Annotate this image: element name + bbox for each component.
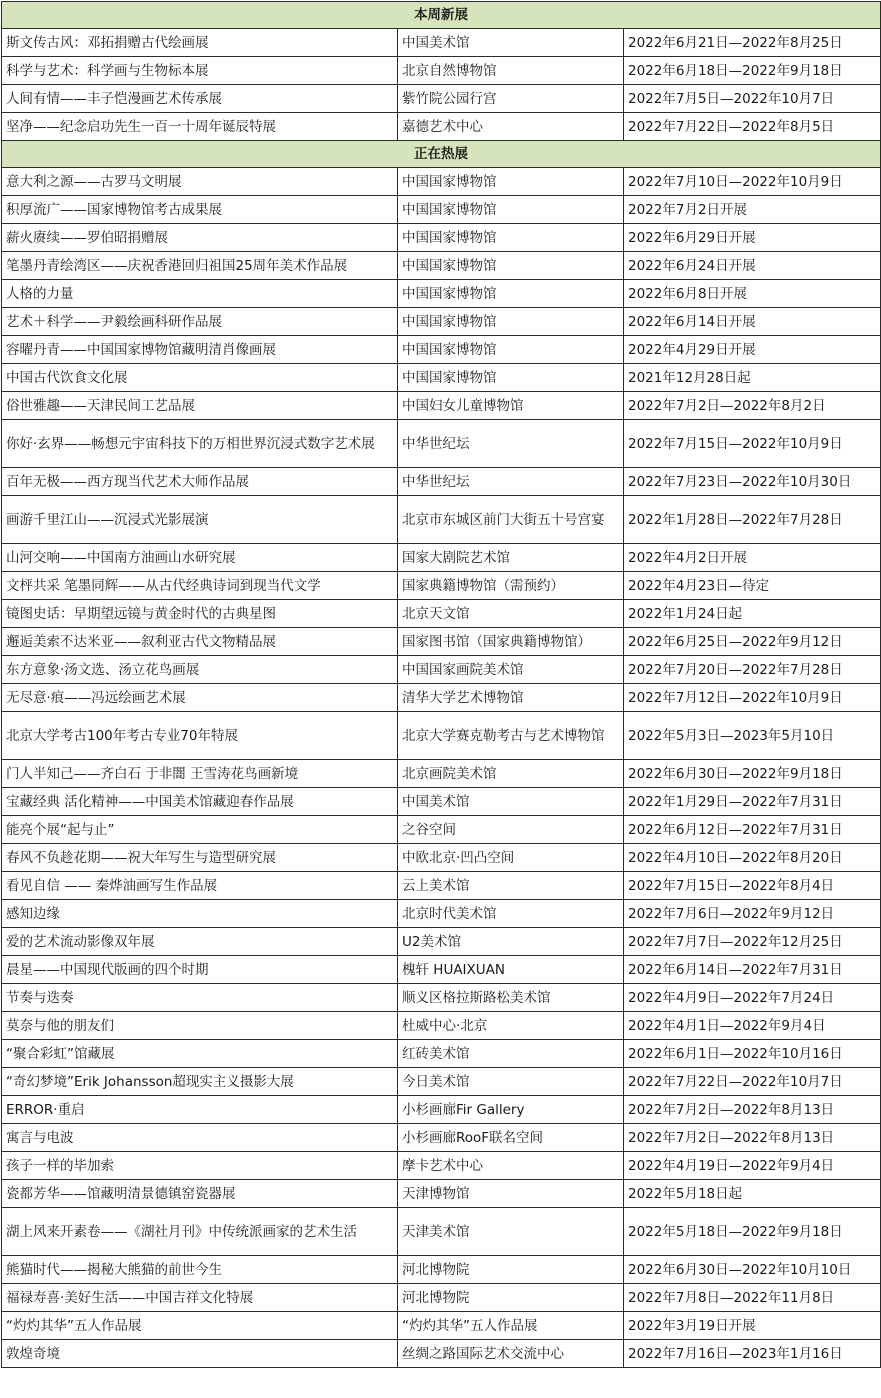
- exhibition-name-cell: 莫奈与他的朋友们: [2, 1012, 398, 1040]
- table-row: [2, 336, 881, 364]
- exhibition-name-cell: 意大利之源——古罗马文明展: [2, 168, 398, 196]
- venue-cell: 小杉画廊RooF联名空间: [398, 1124, 624, 1152]
- exhibition-name-cell: “奇幻梦境”Erik Johansson超现实主义摄影大展: [2, 1068, 398, 1096]
- exhibition-name-cell: 敦煌奇境: [2, 1340, 398, 1368]
- section-header-row: [2, 2, 881, 29]
- exhibition-name-cell: 北京大学考古100年考古专业70年特展: [2, 712, 398, 760]
- table-row: [2, 1040, 881, 1068]
- date-cell: 2022年7月2日—2022年8月13日: [624, 1124, 881, 1152]
- table-row: [2, 712, 881, 760]
- date-cell: 2022年4月29日开展: [624, 336, 881, 364]
- exhibition-name-cell: 俗世雅趣——天津民间工艺品展: [2, 392, 398, 420]
- venue-cell: 河北博物院: [398, 1284, 624, 1312]
- table-row: [2, 85, 881, 113]
- date-cell: 2022年4月2日开展: [624, 544, 881, 572]
- section-title: 本周新展: [2, 2, 881, 29]
- table-row: [2, 468, 881, 496]
- venue-cell: 北京市东城区前门大街五十号宫宴: [398, 496, 624, 544]
- venue-cell: 北京时代美术馆: [398, 900, 624, 928]
- table-row: [2, 364, 881, 392]
- table-row: [2, 628, 881, 656]
- venue-cell: 中国国家博物馆: [398, 168, 624, 196]
- venue-cell: 中国国家博物馆: [398, 196, 624, 224]
- date-cell: 2022年6月21日—2022年8月25日: [624, 29, 881, 57]
- date-cell: 2022年7月10日—2022年10月9日: [624, 168, 881, 196]
- venue-cell: 小杉画廊Fir Gallery: [398, 1096, 624, 1124]
- exhibition-name-cell: 容曜丹青——中国国家博物馆藏明清肖像画展: [2, 336, 398, 364]
- venue-cell: 天津博物馆: [398, 1180, 624, 1208]
- venue-cell: 中国国家博物馆: [398, 280, 624, 308]
- section-header-row: [2, 141, 881, 168]
- exhibition-name-cell: 熊猫时代——揭秘大熊猫的前世今生: [2, 1256, 398, 1284]
- venue-cell: 摩卡艺术中心: [398, 1152, 624, 1180]
- date-cell: 2022年6月1日—2022年10月16日: [624, 1040, 881, 1068]
- date-cell: 2022年1月24日起: [624, 600, 881, 628]
- venue-cell: 中国美术馆: [398, 788, 624, 816]
- exhibition-name-cell: 能亮个展“起与止”: [2, 816, 398, 844]
- exhibition-name-cell: 山河交响——中国南方油画山水研究展: [2, 544, 398, 572]
- table-row: [2, 57, 881, 85]
- exhibition-name-cell: 镜图史话：早期望远镜与黄金时代的古典星图: [2, 600, 398, 628]
- table-row: [2, 1096, 881, 1124]
- table-row: [2, 760, 881, 788]
- date-cell: 2022年7月22日—2022年10月7日: [624, 1068, 881, 1096]
- table-row: [2, 1256, 881, 1284]
- venue-cell: 国家典籍博物馆（需预约）: [398, 572, 624, 600]
- venue-cell: 之谷空间: [398, 816, 624, 844]
- table-row: [2, 1124, 881, 1152]
- exhibition-name-cell: 孩子一样的毕加索: [2, 1152, 398, 1180]
- table-row: [2, 224, 881, 252]
- table-row: [2, 1180, 881, 1208]
- date-cell: 2022年5月18日—2022年9月18日: [624, 1208, 881, 1256]
- table-row: [2, 1012, 881, 1040]
- exhibition-name-cell: 福禄寿喜·美好生活——中国吉祥文化特展: [2, 1284, 398, 1312]
- table-row: [2, 872, 881, 900]
- date-cell: 2022年4月19日—2022年9月4日: [624, 1152, 881, 1180]
- exhibition-name-cell: 看见自信 —— 秦烨油画写生作品展: [2, 872, 398, 900]
- exhibition-name-cell: ERROR·重启: [2, 1096, 398, 1124]
- date-cell: 2022年6月8日开展: [624, 280, 881, 308]
- date-cell: 2022年4月9日—2022年7月24日: [624, 984, 881, 1012]
- table-row: [2, 280, 881, 308]
- date-cell: 2021年12月28日起: [624, 364, 881, 392]
- date-cell: 2022年7月12日—2022年10月9日: [624, 684, 881, 712]
- table-row: [2, 1152, 881, 1180]
- date-cell: 2022年1月28日—2022年7月28日: [624, 496, 881, 544]
- exhibition-name-cell: 爱的艺术流动影像双年展: [2, 928, 398, 956]
- exhibition-name-cell: 门人半知己——齐白石 于非闇 王雪涛花鸟画新境: [2, 760, 398, 788]
- date-cell: 2022年6月12日—2022年7月31日: [624, 816, 881, 844]
- date-cell: 2022年7月5日—2022年10月7日: [624, 85, 881, 113]
- venue-cell: 中欧北京·凹凸空间: [398, 844, 624, 872]
- date-cell: 2022年6月18日—2022年9月18日: [624, 57, 881, 85]
- venue-cell: 紫竹院公园行宫: [398, 85, 624, 113]
- exhibition-name-cell: 宝藏经典 活化精神——中国美术馆藏迎春作品展: [2, 788, 398, 816]
- date-cell: 2022年7月22日—2022年8月5日: [624, 113, 881, 141]
- date-cell: 2022年7月2日—2022年8月2日: [624, 392, 881, 420]
- exhibition-name-cell: 人间有情——丰子恺漫画艺术传承展: [2, 85, 398, 113]
- venue-cell: 今日美术馆: [398, 1068, 624, 1096]
- table-row: [2, 1208, 881, 1256]
- table-row: [2, 29, 881, 57]
- date-cell: 2022年7月16日—2023年1月16日: [624, 1340, 881, 1368]
- date-cell: 2022年7月15日—2022年10月9日: [624, 420, 881, 468]
- table-row: [2, 196, 881, 224]
- date-cell: 2022年6月30日—2022年10月10日: [624, 1256, 881, 1284]
- exhibition-table-body: [2, 2, 881, 1368]
- table-row: [2, 788, 881, 816]
- table-row: [2, 656, 881, 684]
- exhibition-name-cell: 百年无极——西方现当代艺术大师作品展: [2, 468, 398, 496]
- date-cell: 2022年1月29日—2022年7月31日: [624, 788, 881, 816]
- venue-cell: 顺义区格拉斯路松美术馆: [398, 984, 624, 1012]
- table-row: [2, 252, 881, 280]
- venue-cell: U2美术馆: [398, 928, 624, 956]
- exhibition-name-cell: 节奏与迭奏: [2, 984, 398, 1012]
- venue-cell: 丝绸之路国际艺术交流中心: [398, 1340, 624, 1368]
- venue-cell: 中国国家博物馆: [398, 364, 624, 392]
- venue-cell: 北京画院美术馆: [398, 760, 624, 788]
- exhibition-name-cell: 晨星——中国现代版画的四个时期: [2, 956, 398, 984]
- venue-cell: 中国国家博物馆: [398, 336, 624, 364]
- table-row: [2, 984, 881, 1012]
- exhibition-name-cell: 你好·玄界——畅想元宇宙科技下的万相世界沉浸式数字艺术展: [2, 420, 398, 468]
- venue-cell: 杜威中心·北京: [398, 1012, 624, 1040]
- venue-cell: 中华世纪坛: [398, 420, 624, 468]
- exhibition-name-cell: 坚净——纪念启功先生一百一十周年诞辰特展: [2, 113, 398, 141]
- table-row: [2, 600, 881, 628]
- table-row: [2, 544, 881, 572]
- venue-cell: 中华世纪坛: [398, 468, 624, 496]
- date-cell: 2022年7月6日—2022年9月12日: [624, 900, 881, 928]
- exhibition-name-cell: 画游千里江山——沉浸式光影展演: [2, 496, 398, 544]
- venue-cell: 国家图书馆（国家典籍博物馆）: [398, 628, 624, 656]
- table-row: [2, 684, 881, 712]
- exhibition-name-cell: 人格的力量: [2, 280, 398, 308]
- venue-cell: 国家大剧院艺术馆: [398, 544, 624, 572]
- table-row: [2, 308, 881, 336]
- section-title: 正在热展: [2, 141, 881, 168]
- date-cell: 2022年4月1日—2022年9月4日: [624, 1012, 881, 1040]
- venue-cell: 北京自然博物馆: [398, 57, 624, 85]
- exhibition-name-cell: 邂逅美索不达米亚——叙利亚古代文物精品展: [2, 628, 398, 656]
- date-cell: 2022年7月8日—2022年11月8日: [624, 1284, 881, 1312]
- exhibition-name-cell: 薪火赓续——罗伯昭捐赠展: [2, 224, 398, 252]
- exhibition-name-cell: 东方意象·汤文选、汤立花鸟画展: [2, 656, 398, 684]
- table-row: [2, 392, 881, 420]
- table-row: [2, 168, 881, 196]
- table-row: [2, 1284, 881, 1312]
- table-row: [2, 844, 881, 872]
- venue-cell: 中国国家博物馆: [398, 252, 624, 280]
- exhibition-name-cell: 春风不负趁花期——祝大年写生与造型研究展: [2, 844, 398, 872]
- date-cell: 2022年7月2日开展: [624, 196, 881, 224]
- venue-cell: 嘉德艺术中心: [398, 113, 624, 141]
- date-cell: 2022年6月24日开展: [624, 252, 881, 280]
- date-cell: 2022年6月14日—2022年7月31日: [624, 956, 881, 984]
- exhibition-name-cell: 科学与艺术：科学画与生物标本展: [2, 57, 398, 85]
- date-cell: 2022年7月23日—2022年10月30日: [624, 468, 881, 496]
- venue-cell: 中国美术馆: [398, 29, 624, 57]
- table-row: [2, 572, 881, 600]
- venue-cell: 天津美术馆: [398, 1208, 624, 1256]
- venue-cell: 中国国家博物馆: [398, 224, 624, 252]
- date-cell: 2022年7月2日—2022年8月13日: [624, 1096, 881, 1124]
- exhibition-name-cell: 笔墨丹青绘湾区——庆祝香港回归祖国25周年美术作品展: [2, 252, 398, 280]
- venue-cell: 北京天文馆: [398, 600, 624, 628]
- venue-cell: 中国妇女儿童博物馆: [398, 392, 624, 420]
- date-cell: 2022年7月7日—2022年12月25日: [624, 928, 881, 956]
- table-row: [2, 928, 881, 956]
- exhibition-name-cell: 斯文传古风：邓拓捐赠古代绘画展: [2, 29, 398, 57]
- table-row: [2, 900, 881, 928]
- table-row: [2, 816, 881, 844]
- date-cell: 2022年7月20日—2022年7月28日: [624, 656, 881, 684]
- exhibition-name-cell: 无尽意·痕——冯远绘画艺术展: [2, 684, 398, 712]
- exhibition-name-cell: 感知边缘: [2, 900, 398, 928]
- date-cell: 2022年7月15日—2022年8月4日: [624, 872, 881, 900]
- exhibition-name-cell: 中国古代饮食文化展: [2, 364, 398, 392]
- exhibition-name-cell: “聚合彩虹”馆藏展: [2, 1040, 398, 1068]
- table-row: [2, 1312, 881, 1340]
- table-row: [2, 1340, 881, 1368]
- venue-cell: 槐轩 HUAIXUAN: [398, 956, 624, 984]
- exhibition-name-cell: 瓷都芳华——馆藏明清景德镇窑瓷器展: [2, 1180, 398, 1208]
- exhibition-name-cell: 湖上风来开素卷——《湖社月刊》中传统派画家的艺术生活: [2, 1208, 398, 1256]
- venue-cell: 云上美术馆: [398, 872, 624, 900]
- exhibition-name-cell: 艺术＋科学——尹毅绘画科研作品展: [2, 308, 398, 336]
- exhibition-name-cell: 文枰共采 笔墨同辉——从古代经典诗词到现当代文学: [2, 572, 398, 600]
- date-cell: 2022年5月18日起: [624, 1180, 881, 1208]
- date-cell: 2022年4月23日—待定: [624, 572, 881, 600]
- date-cell: 2022年5月3日—2023年5月10日: [624, 712, 881, 760]
- venue-cell: 清华大学艺术博物馆: [398, 684, 624, 712]
- venue-cell: 北京大学赛克勒考古与艺术博物馆: [398, 712, 624, 760]
- venue-cell: 中国国家画院美术馆: [398, 656, 624, 684]
- exhibition-name-cell: 积厚流广——国家博物馆考古成果展: [2, 196, 398, 224]
- date-cell: 2022年3月19日开展: [624, 1312, 881, 1340]
- exhibition-name-cell: “灼灼其华”五人作品展: [2, 1312, 398, 1340]
- table-row: [2, 956, 881, 984]
- venue-cell: “灼灼其华”五人作品展: [398, 1312, 624, 1340]
- table-row: [2, 1068, 881, 1096]
- exhibition-name-cell: 寓言与电波: [2, 1124, 398, 1152]
- date-cell: 2022年6月30日—2022年9月18日: [624, 760, 881, 788]
- date-cell: 2022年6月14日开展: [624, 308, 881, 336]
- exhibition-table: [1, 1, 881, 1368]
- date-cell: 2022年6月25日—2022年9月12日: [624, 628, 881, 656]
- table-row: [2, 113, 881, 141]
- date-cell: 2022年6月29日开展: [624, 224, 881, 252]
- venue-cell: 中国国家博物馆: [398, 308, 624, 336]
- venue-cell: 红砖美术馆: [398, 1040, 624, 1068]
- venue-cell: 河北博物院: [398, 1256, 624, 1284]
- table-row: [2, 496, 881, 544]
- date-cell: 2022年4月10日—2022年8月20日: [624, 844, 881, 872]
- table-row: [2, 420, 881, 468]
